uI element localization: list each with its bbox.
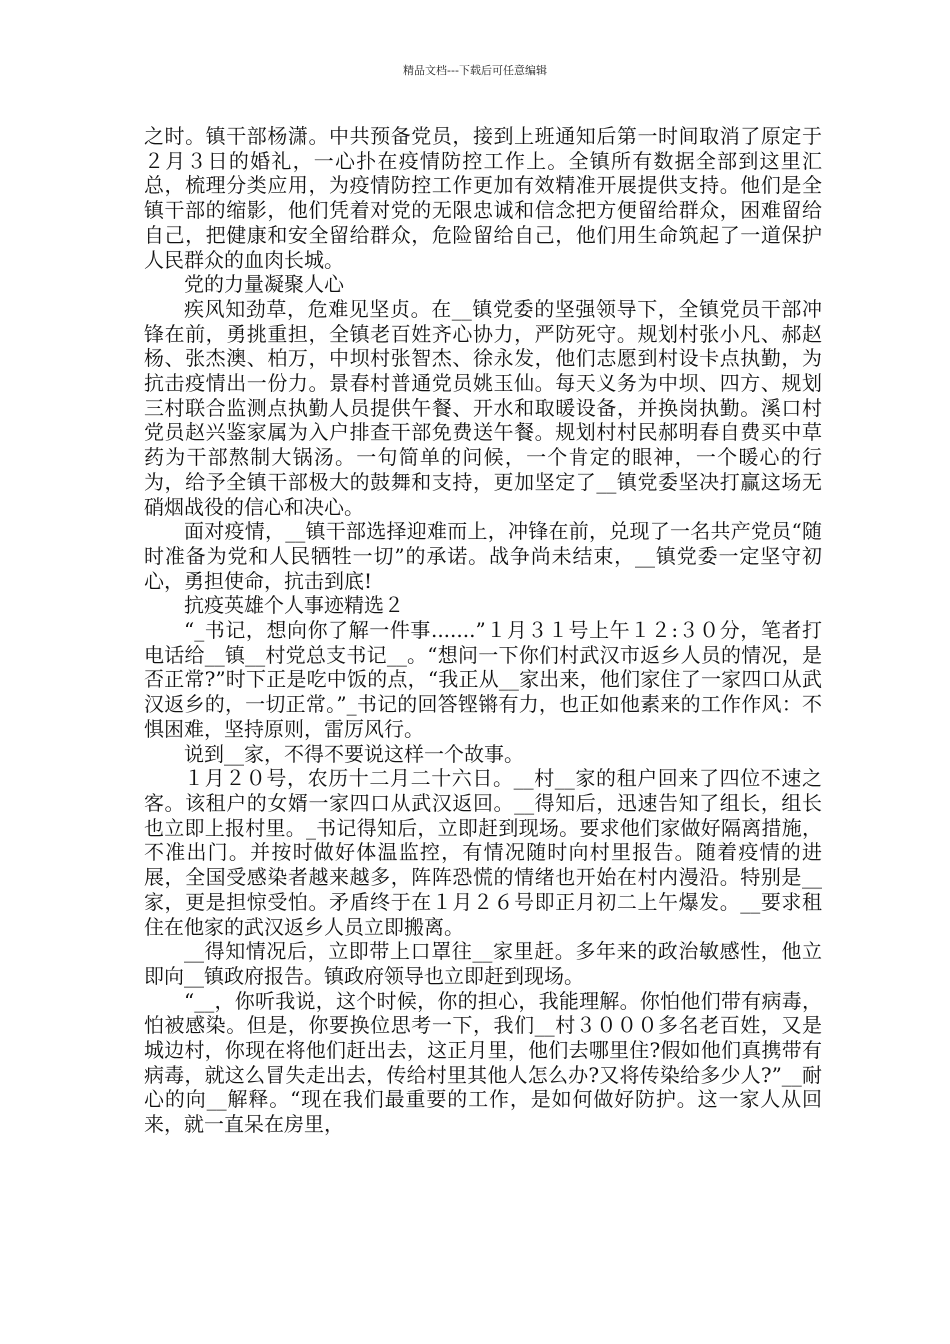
page-header: 精品文档---下载后可任意编辑 [403, 64, 547, 77]
paragraph-4: 面对疫情，__镇干部选择迎难而上，冲锋在前，兑现了一名共产党员“随时准备为党和人民牺牲一切”的承诺。战争尚未结束，__镇党委一定坚守初心，勇担使命，抗击到底! [144, 519, 822, 593]
paragraph-9: __得知情况后，立即带上口罩往__家里赶。多年来的政治敏感性，他立即向__镇政府报告。镇政府领导也立即赶到现场。 [144, 939, 822, 988]
paragraph-10: “__，你听我说，这个时候，你的担心，我能理解。你怕他们带有病毒，怕被感染。但是，你要换位思考一下，我们__村３０００多名老百姓，又是城边村，你现在将他们赶出去，这正月里，他们去哪里住?假如他们真携带有病毒，就这么冒失走出去，传给村里其他人怎么办?又将传染给多少人?”__耐心的向__解释。“现在我们最重要的工作，是如何做好防护。这一家人从回来，就一直呆在房里， [144, 988, 822, 1137]
section-heading-hero-story-2: 抗疫英雄个人事迹精选２ [184, 593, 404, 618]
section-heading-party-strength: 党的力量凝聚人心 [184, 272, 344, 297]
paragraph-7: 说到__家，不得不要说这样一个故事。 [184, 741, 524, 766]
document-body [144, 124, 822, 1137]
paragraph-3: 疾风知劲草，危难见坚贞。在__镇党委的坚强领导下，全镇党员干部冲锋在前，勇挑重担，全镇老百姓齐心协力，严防死守。规划村张小凡、郝赵杨、张杰澳、柏万，中坝村张智杰、徐永发，他们志愿到村设卡点执勤，为抗击疫情出一份力。景春村普通党员姚玉仙。每天义务为中坝、四方、规划三村联合监测点执勤人员提供午餐、开水和取暖设备，并换岗执勤。溪口村党员赵兴鉴家属为入户排查干部免费送午餐。规划村村民郝明春自费买中草药为干部熬制大锅汤。一句简单的问候，一个肯定的眼神，一个暖心的行为，给予全镇干部极大的鼓舞和支持，更加坚定了__镇党委坚决打赢这场无硝烟战役的信心和决心。 [144, 296, 822, 519]
paragraph-1: 之时。镇干部杨潇。中共预备党员，接到上班通知后第一时间取消了原定于２月３日的婚礼，一心扑在疫情防控工作上。全镇所有数据全部到这里汇总，梳理分类应用，为疫情防控工作更加有效精准开展提供支持。他们是全镇干部的缩影，他们凭着对党的无限忠诚和信念把方便留给群众，困难留给自己，把健康和安全留给群众，危险留给自己，他们用生命筑起了一道保护人民群众的血肉长城。 [144, 124, 822, 272]
paragraph-6: “_书记，想向你了解一件事.......”１月３１号上午１２:３０分，笔者打电话给__镇__村党总支书记__。“想问一下你们村武汉市返乡人员的情况，是否正常?”时下正是吃中饭的点，“我正从__家出来，他们家住了一家四口从武汉返乡的，一切正常。”_书记的回答铿锵有力，也正如他素来的工作作风：不惧困难，坚持原则，雷厉风行。 [144, 618, 822, 741]
paragraph-8: １月２０号，农历十二月二十六日。__村__家的租户回来了四位不速之客。该租户的女婿一家四口从武汉返回。__得知后，迅速告知了组长，组长也立即上报村里。_书记得知后，立即赶到现场。要求他们家做好隔离措施，不准出门。并按时做好体温监控，有情况随时向村里报告。随着疫情的进展，全国受感染者越来越多，阵阵恐慌的情绪也开始在村内漫沿。特别是__家，更是担惊受怕。矛盾终于在１月２６号即正月初二上午爆发。__要求租住在他家的武汉返乡人员立即搬离。 [144, 766, 822, 939]
